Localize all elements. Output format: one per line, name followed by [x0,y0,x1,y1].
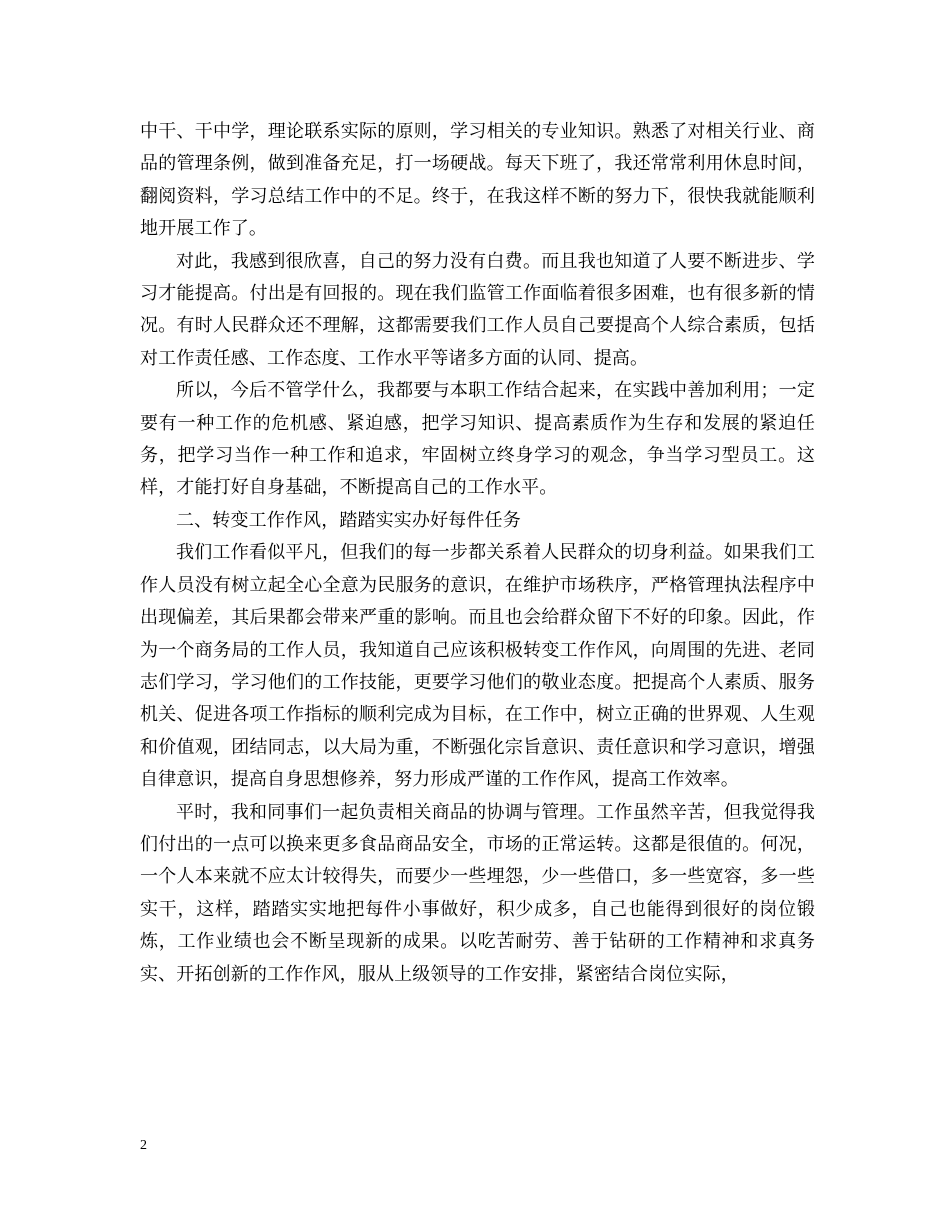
paragraph-4: 我们工作看似平凡，但我们的每一步都关系着人民群众的切身利益。如果我们工作人员没有树立起全心全意为民服务的意识，在维护市场秩序，严格管理执法程序中出现偏差，其后果都会带来严重的影响。而且也会给群众留下不好的印象。因此，作为一个商务局的工作人员，我知道自己应该积极转变工作作风，向周围的先进、老同志们学习，学习他们的工作技能，更要学习他们的敬业态度。把提高个人素质、服务机关、促进各项工作指标的顺利完成为目标，在工作中，树立正确的世界观、人生观和价值观，团结同志，以大局为重，不断强化宗旨意识、责任意识和学习意识，增强自律意识，提高自身思想修养，努力形成严谨的工作作风，提高工作效率。 [140,542,815,791]
page-number: 2 [140,1138,147,1153]
paragraph-5: 平时，我和同事们一起负责相关商品的协调与管理。工作虽然辛苦，但我觉得我们付出的一点可以换来更多食品商品安全，市场的正常运转。这都是很值的。何况，一个人本来就不应太计较得失，而要少一些埋怨，少一些借口，多一些宽容，多一些实干，这样，踏踏实实地把每件小事做好，积少成多，自己也能得到很好的岗位锻炼，工作业绩也会不断呈现新的成果。以吃苦耐劳、善于钻研的工作精神和求真务实、开拓创新的工作作风，服从上级领导的工作安排，紧密结合岗位实际， [140,801,815,985]
section-heading: 二、转变工作作风，踏踏实实办好每件任务 [176,509,521,531]
paragraph-1: 中干、干中学，理论联系实际的原则，学习相关的专业知识。熟悉了对相关行业、商品的管理条例，做到准备充足，打一场硬战。每天下班了，我还常常利用休息时间，翻阅资料，学习总结工作中的不足。终于，在我这样不断的努力下，很快我就能顺利地开展工作了。 [140,121,815,240]
paragraph-3: 所以，今后不管学什么，我都要与本职工作结合起来，在实践中善加利用；一定要有一种工作的危机感、紧迫感，把学习知识、提高素质作为生存和发展的紧迫任务，把学习当作一种工作和追求，牢固树立终身学习的观念，争当学习型员工。这样，才能打好自身基础，不断提高自己的工作水平。 [140,380,815,499]
body-text [140,116,815,991]
paragraph-2: 对此，我感到很欣喜，自己的努力没有白费。而且我也知道了人要不断进步、学习才能提高。付出是有回报的。现在我们监管工作面临着很多困难，也有很多新的情况。有时人民群众还不理解，这都需要我们工作人员自己要提高个人综合素质，包括对工作责任感、工作态度、工作水平等诸多方面的认同、提高。 [140,250,815,369]
